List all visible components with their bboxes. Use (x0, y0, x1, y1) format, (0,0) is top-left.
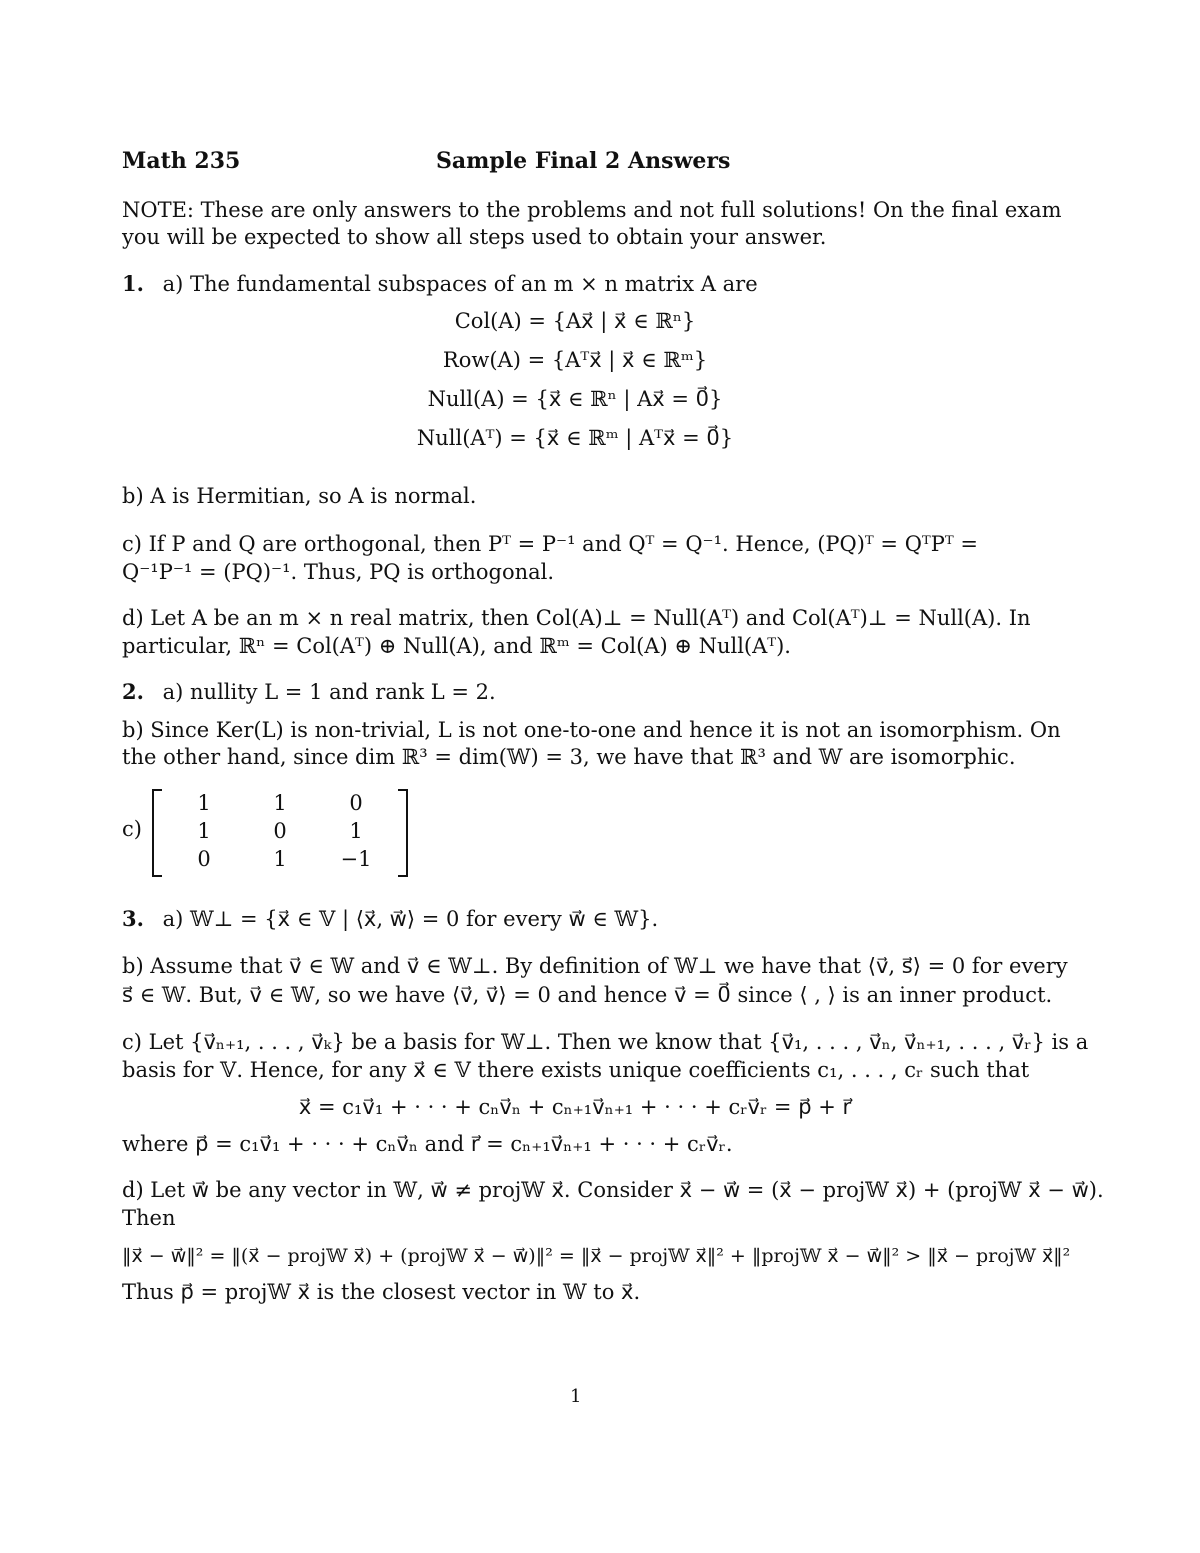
q3-c-equation: x⃗ = c₁v⃗₁ + · · · + cₙv⃗ₙ + cₙ₊₁v⃗ₙ₊₁ + · · · + cᵣv⃗ᵣ = p⃗ + r⃗ (298, 1095, 852, 1119)
q3-c-line-2: basis for 𝕍. Hence, for any x⃗ ∈ 𝕍 there exists unique coefficients c₁, . . . , cᵣ such that (122, 1058, 1030, 1082)
q3-d-line-3: ‖x⃗ − w⃗‖² = ‖(x⃗ − proj𝕎 x⃗) + (proj𝕎 x⃗ − w⃗)‖² = ‖x⃗ − proj𝕎 x⃗‖² + ‖proj𝕎 x⃗ − w⃗‖² > ‖x⃗ − proj𝕎 x⃗‖² (122, 1245, 1071, 1267)
page-number: 1 (570, 1386, 582, 1407)
note-line-1: NOTE: These are only answers to the problems and not full solutions! On the final exam (122, 198, 1062, 222)
matrix-cell: 1 (349, 819, 363, 843)
matrix-right-bracket (398, 789, 408, 877)
q1-equation-col: Col(A) = {Ax⃗ | x⃗ ∈ ℝⁿ} (454, 309, 696, 333)
course-label: Math 235 (122, 148, 241, 174)
q1-equation-null: Null(A) = {x⃗ ∈ ℝⁿ | Ax⃗ = 0⃗} (427, 387, 723, 411)
q1-c-line-1: c) If P and Q are orthogonal, then Pᵀ = P⁻¹ and Qᵀ = Q⁻¹. Hence, (PQ)ᵀ = QᵀPᵀ = (122, 532, 978, 556)
q2-matrix (166, 789, 394, 873)
q2-a (122, 678, 496, 706)
matrix-cell: 1 (273, 847, 287, 871)
q2-b-line-2: the other hand, since dim ℝ³ = dim(𝕎) = 3, we have that ℝ³ and 𝕎 are isomorphic. (122, 745, 1016, 769)
q2-b-line-1: b) Since Ker(L) is non-trivial, L is not one-to-one and hence it is not an isomorphism. On (122, 718, 1061, 742)
q3-d-line-2: Then (122, 1206, 176, 1230)
matrix-cell: 0 (197, 847, 211, 871)
q2-a-text: a) nullity L = 1 and rank L = 2. (162, 680, 496, 704)
q1-b: b) A is Hermitian, so A is normal. (122, 484, 477, 508)
q1-a-text: a) The fundamental subspaces of an m × n matrix A are (162, 272, 758, 296)
q3-d-line-1: d) Let w⃗ be any vector in 𝕎, w⃗ ≠ proj𝕎 x⃗. Consider x⃗ − w⃗ = (x⃗ − proj𝕎 x⃗) + (proj𝕎 x⃗ − w⃗). (122, 1178, 1104, 1202)
q3-a (122, 905, 658, 933)
page-title: Sample Final 2 Answers (436, 148, 731, 174)
q3-number: 3. (122, 906, 144, 931)
q1-c-line-2: Q⁻¹P⁻¹ = (PQ)⁻¹. Thus, PQ is orthogonal. (122, 560, 555, 584)
matrix-cell: 0 (273, 819, 287, 843)
q3-b-line-2: s⃗ ∈ 𝕎. But, v⃗ ∈ 𝕎, so we have ⟨v⃗, v⃗⟩ = 0 and hence v⃗ = 0⃗ since ⟨ , ⟩ is an inner product. (122, 983, 1053, 1007)
q1-a-intro (122, 270, 758, 298)
matrix-row (166, 845, 394, 873)
matrix-cell: 1 (273, 791, 287, 815)
matrix-cell: 1 (197, 791, 211, 815)
matrix-cell: −1 (340, 847, 372, 871)
matrix-cell: 1 (197, 819, 211, 843)
matrix-cell: 0 (349, 791, 363, 815)
q1-number: 1. (122, 271, 144, 296)
q3-d-line-4: Thus p⃗ = proj𝕎 x⃗ is the closest vector in 𝕎 to x⃗. (122, 1280, 641, 1304)
q3-c-line-1: c) Let {v⃗ₙ₊₁, . . . , v⃗ₖ} be a basis for 𝕎⊥. Then we know that {v⃗₁, . . . , v⃗ₙ, v⃗ₙ₊₁, . . . , v⃗ᵣ} is a (122, 1030, 1089, 1054)
q1-d-line-1: d) Let A be an m × n real matrix, then Col(A)⊥ = Null(Aᵀ) and Col(Aᵀ)⊥ = Null(A). In (122, 606, 1031, 630)
q2-c-label: c) (122, 817, 142, 841)
note-line-2: you will be expected to show all steps used to obtain your answer. (122, 225, 827, 249)
matrix-left-bracket (152, 789, 162, 877)
matrix-row (166, 789, 394, 817)
q3-a-text: a) 𝕎⊥ = {x⃗ ∈ 𝕍 | ⟨x⃗, w⃗⟩ = 0 for every w⃗ ∈ 𝕎}. (162, 907, 659, 931)
q1-d-line-2: particular, ℝⁿ = Col(Aᵀ) ⊕ Null(A), and ℝᵐ = Col(A) ⊕ Null(Aᵀ). (122, 634, 791, 658)
q3-b-line-1: b) Assume that v⃗ ∈ 𝕎 and v⃗ ∈ 𝕎⊥. By definition of 𝕎⊥ we have that ⟨v⃗, s⃗⟩ = 0 for every (122, 954, 1068, 978)
q2-number: 2. (122, 679, 144, 704)
q3-c-line-3: where p⃗ = c₁v⃗₁ + · · · + cₙv⃗ₙ and r⃗ = cₙ₊₁v⃗ₙ₊₁ + · · · + cᵣv⃗ᵣ. (122, 1132, 733, 1156)
q1-equation-null-transpose: Null(Aᵀ) = {x⃗ ∈ ℝᵐ | Aᵀx⃗ = 0⃗} (416, 426, 734, 450)
q1-equation-row: Row(A) = {Aᵀx⃗ | x⃗ ∈ ℝᵐ} (442, 348, 708, 372)
matrix-row (166, 817, 394, 845)
